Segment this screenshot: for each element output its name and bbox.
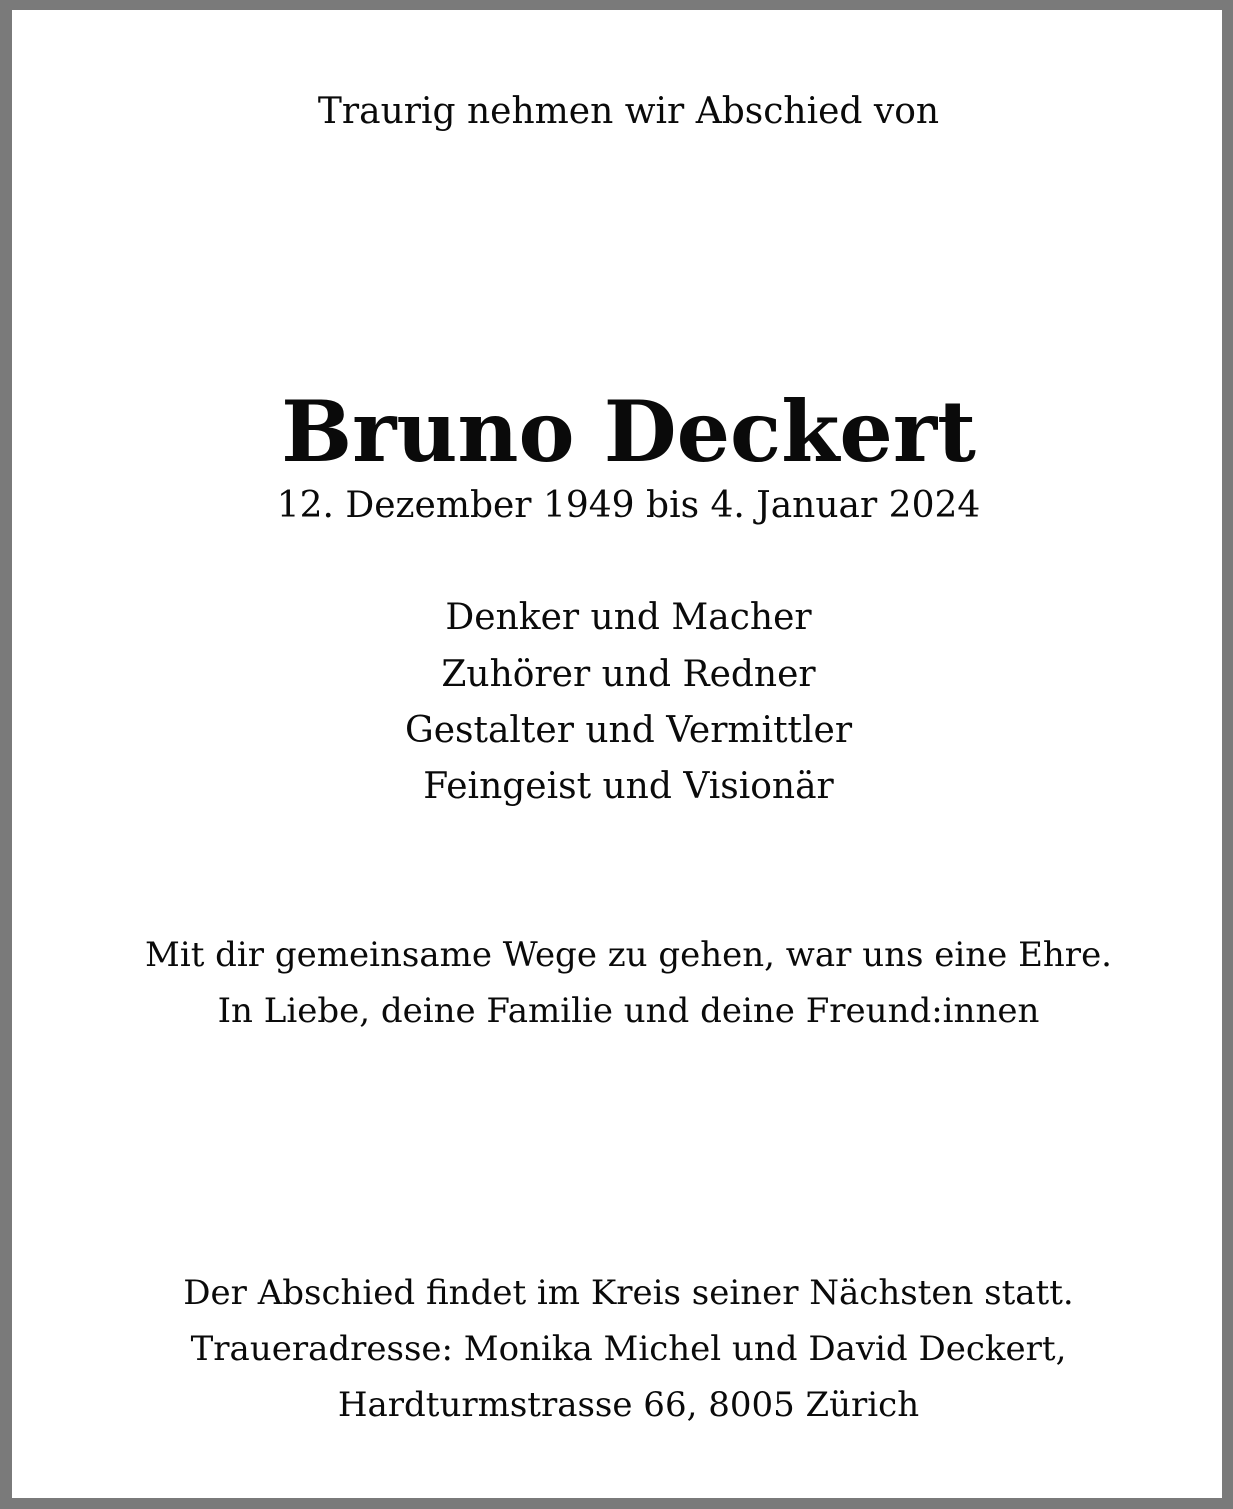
info-line: Der Abschied findet im Kreis seiner Nächsten statt. <box>183 1273 1074 1313</box>
message-line: Mit dir gemeinsame Wege zu gehen, war uns eine Ehre. <box>145 935 1112 975</box>
mourning-address-line: Traueradresse: Monika Michel und David Deckert, <box>190 1329 1067 1369</box>
deceased-name: Bruno Deckert <box>281 382 976 481</box>
trait-line: Feingeist und Visionär <box>423 766 834 807</box>
intro-text: Traurig nehmen wir Abschied von <box>317 91 940 132</box>
trait-line: Denker und Macher <box>445 597 812 638</box>
street-address-line: Hardturmstrasse 66, 8005 Zürich <box>337 1385 920 1425</box>
trait-line: Zuhörer und Redner <box>441 654 816 695</box>
message-signature: In Liebe, deine Familie und deine Freund:innen <box>217 991 1040 1031</box>
trait-line: Gestalter und Vermittler <box>404 710 853 751</box>
life-dates: 12. Dezember 1949 bis 4. Januar 2024 <box>276 485 981 526</box>
